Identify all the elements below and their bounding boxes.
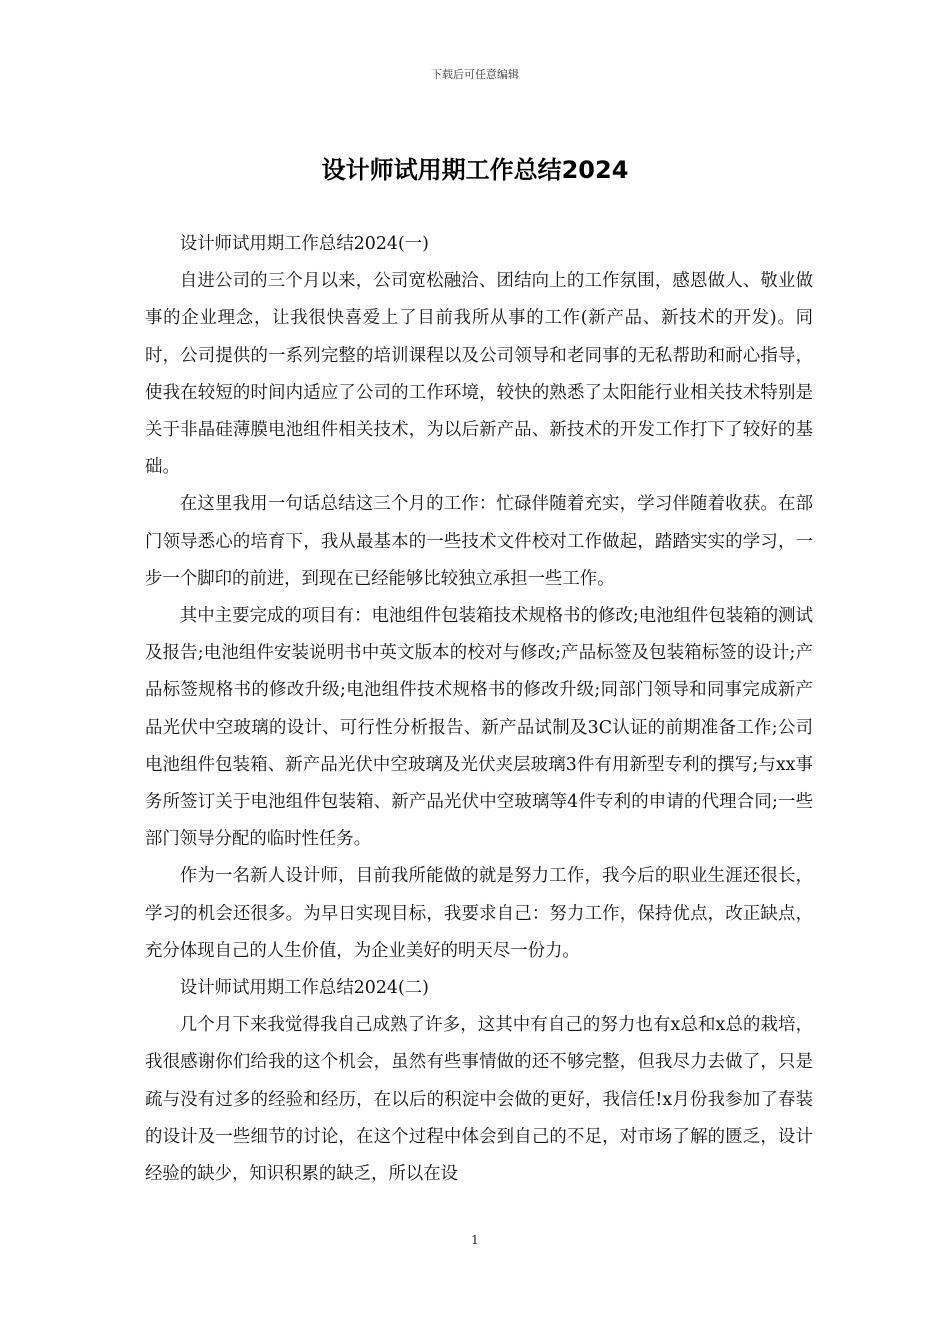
paragraph: 其中主要完成的项目有：电池组件包装箱技术规格书的修改;电池组件包装箱的测试及报告;电池组件安装说明书中英文版本的校对与修改;产品标签及包装箱标签的设计;产品标签规格书的修改升级;电池组件技术规格书的修改升级;同部门领导和同事完成新产品光伏中空玻璃的设计、可行性分析报告、新产品试制及3C认证的前期准备工作;公司电池组件包装箱、新产品光伏中空玻璃及光伏夹层玻璃3件有用新型专利的撰写;与xx事务所签订关于电池组件包装箱、新产品光伏中空玻璃等4件专利的申请的代理合同;一些部门领导分配的临时性任务。 (145, 606, 813, 850)
paragraph: 在这里我用一句话总结这三个月的工作：忙碌伴随着充实，学习伴随着收获。在部门领导悉心的培育下，我从最基本的一些技术文件校对工作做起，踏踏实实的学习，一步一个脚印的前进，到现在已经能够比较独立承担一些工作。 (145, 494, 813, 589)
section-heading-1: 设计师试用期工作总结2024(一) (179, 234, 429, 254)
header-note: 下载后可任意编辑 (431, 68, 519, 81)
paragraph: 几个月下来我觉得我自己成熟了许多，这其中有自己的努力也有x总和x总的栽培，我很感谢你们给我的这个机会，虽然有些事情做的还不够完整，但我尽力去做了，只是疏与没有过多的经验和经历，在以后的积淀中会做的更好，我信任!x月份我参加了春装的设计及一些细节的讨论，在这个过程中体会到自己的不足，对市场了解的匮乏，设计经验的缺少，知识积累的缺乏，所以在设 (145, 1015, 813, 1185)
document-title: 设计师试用期工作总结2024 (321, 156, 629, 184)
paragraph: 作为一名新人设计师，目前我所能做的就是努力工作，我今后的职业生涯还很长，学习的机会还很多。为早日实现目标，我要求自己：努力工作，保持优点，改正缺点，充分体现自己的人生价值，为企业美好的明天尽一份力。 (145, 866, 813, 961)
document-body (145, 226, 813, 1193)
paragraph: 自进公司的三个月以来，公司宽松融洽、团结向上的工作氛围，感恩做人、敬业做事的企业理念，让我很快喜爱上了目前我所从事的工作(新产品、新技术的开发)。同时，公司提供的一系列完整的培训课程以及公司领导和老同事的无私帮助和耐心指导，使我在较短的时间内适应了公司的工作环境，较快的熟悉了太阳能行业相关技术特别是关于非晶硅薄膜电池组件相关技术，为以后新产品、新技术的开发工作打下了较好的基础。 (145, 271, 813, 478)
section-heading-2: 设计师试用期工作总结2024(二) (179, 978, 429, 999)
page-number: 1 (471, 1233, 479, 1247)
